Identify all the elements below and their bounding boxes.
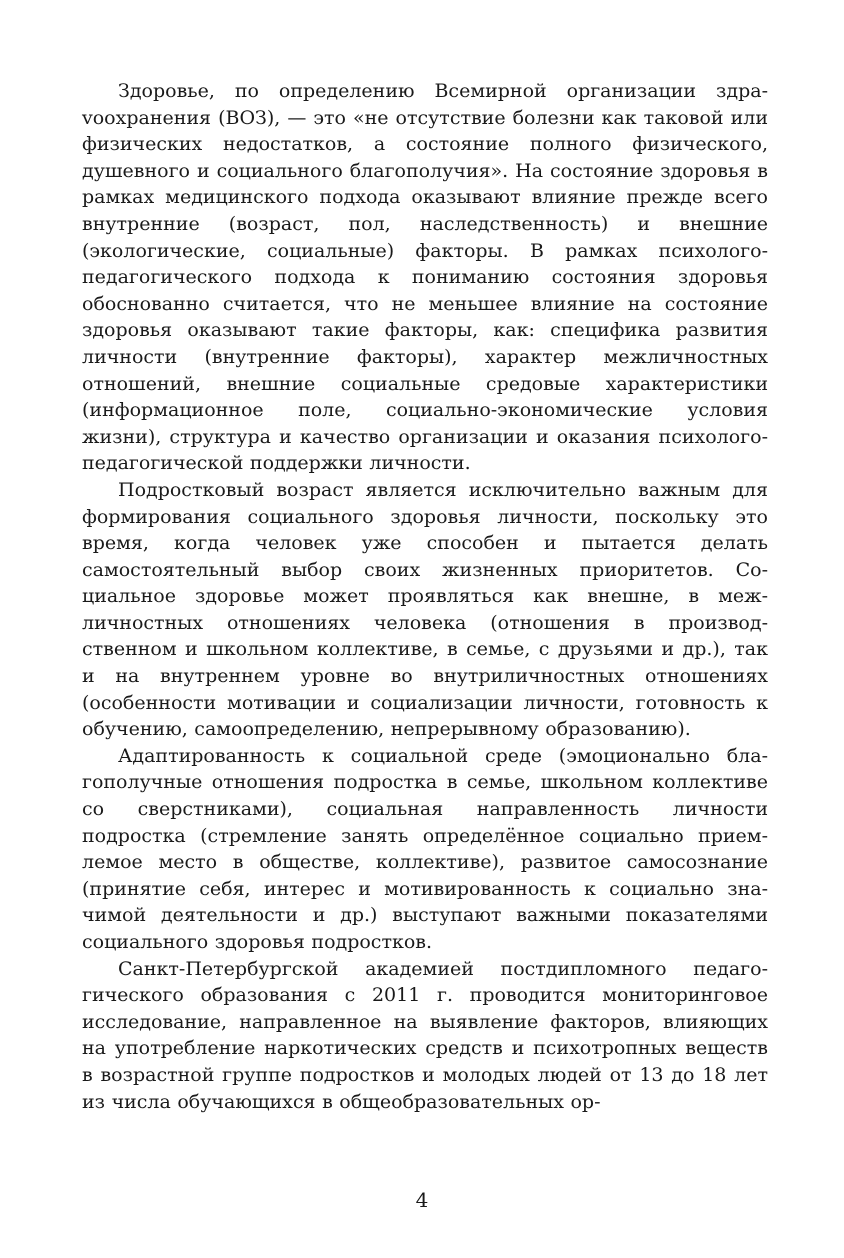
paragraph-monitoring: Санкт-Петербургской академией постдипломного педагогического образования с 2011 г. проводится мониторинговое исследование, направленное на выявление факторов, влияющих на употребление наркотических средств и психотропных веществ в возрастной группе подростков и молодых людей от 13 до 18 лет из числа обучающихся в общеобразовательных ор- — [82, 957, 768, 1113]
paragraph-adaptation: Адаптированность к социальной среде (эмоционально благополучные отношения подростка в семье, школьном коллективе со сверстниками), социальная направленность личности подростка (стремление занять определённое социально приемлемое место в обществе, коллективе), развитое самосознание (принятие себя, интерес и мотивированность к социально значимой деятельности и др.) выступают важными показателями социального здоровья подростков. — [82, 744, 768, 953]
paragraph-adolescence: Подростковый возраст является исключительно важным для формирования социального здоровья личности, поскольку это время, когда человек уже способен и пытается делать самостоятельный выбор своих жизненных приоритетов. Социальное здоровье может проявляться как внешне, в межличностных отношениях человека (отношения в производственном и школьном коллективе, в семье, с друзьями и др.), так и на внутреннем уровне во внутриличностных отношениях (особенности мотивации и социализации личности, готовность к обучению, самоопределению, непрерывному образованию). — [82, 478, 768, 741]
page-body — [82, 78, 768, 1115]
paragraph-who-definition: Здоровье, по определению Всемирной организации здраvоохранения (ВОЗ), — это «не отсутствие болезни как таковой или физических недостатков, а состояние полного физического, душевного и социального благополучия». На состояние здоровья в рамках медицинского подхода оказывают влияние прежде всего внутренние (возраст, пол, наследственность) и внешние (экологические, социальные) факторы. В рамках психолого-педагогического подхода к пониманию состояния здоровья обоснованно считается, что не меньшее влияние на состояние здоровья оказывают такие факторы, как: специфика развития личности (внутренние факторы), характер межличностных отношений, внешние социальные средовые характеристики (информационное поле, социально-экономические условия жизни), структура и качество организации и оказания психолого-педагогической поддержки личности. — [82, 80, 768, 475]
page-number: 4 — [415, 1188, 429, 1212]
